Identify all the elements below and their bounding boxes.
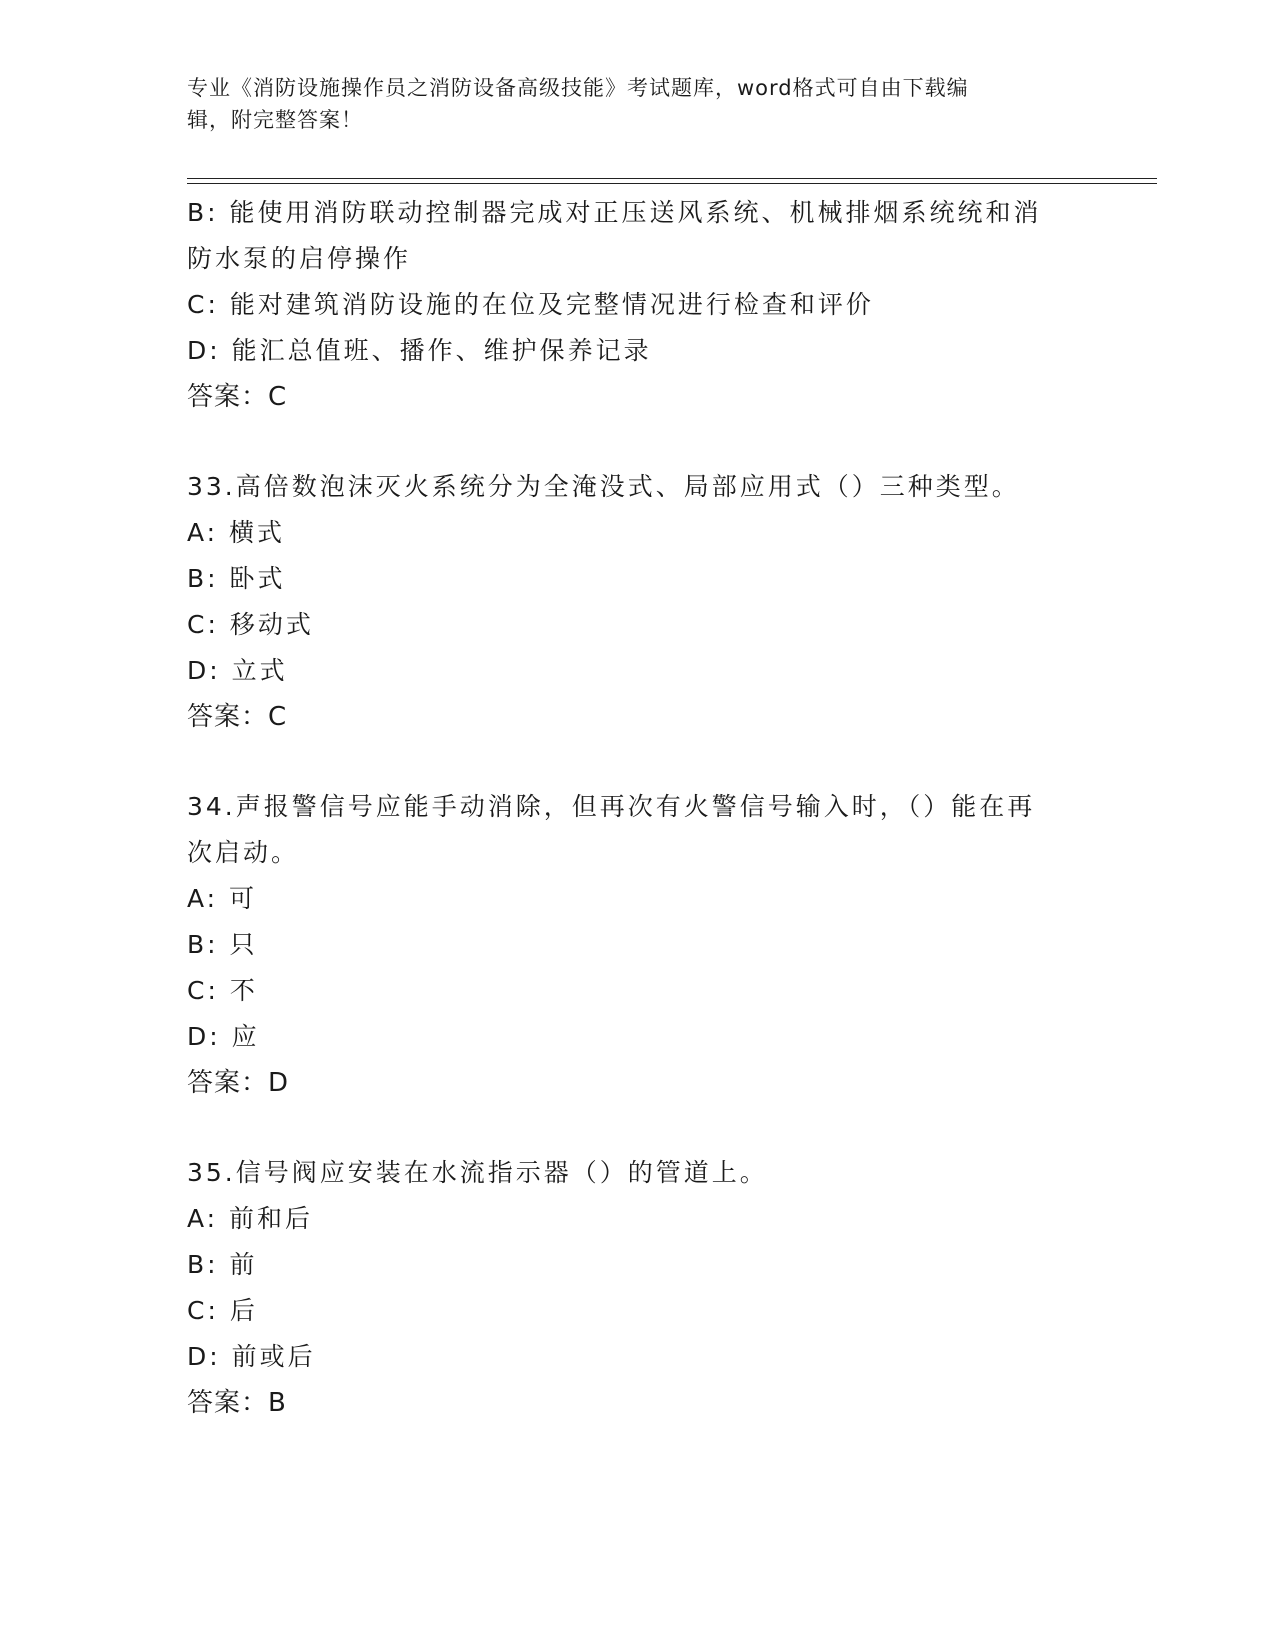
option-d: D: 应	[187, 1022, 260, 1051]
header-line-1: 专业《消防设施操作员之消防设备高级技能》考试题库，word格式可自由下载编	[187, 76, 969, 100]
question-block-35	[187, 1150, 1087, 1426]
option-b: B: 前	[187, 1250, 258, 1279]
answer-line: 答案：C	[187, 382, 288, 412]
option-b-continued: 防水泵的启停操作	[187, 244, 412, 273]
option-c: C: 不	[187, 976, 258, 1005]
option-b: B: 只	[187, 930, 258, 959]
option-a: A: 前和后	[187, 1204, 314, 1233]
option-b: B: 能使用消防联动控制器完成对正压送风系统、机械排烟系统统和消	[187, 198, 1042, 227]
question-text: 33.高倍数泡沫灭火系统分为全淹没式、局部应用式（）三种类型。	[187, 472, 1020, 501]
question-text-continued: 次启动。	[187, 838, 300, 867]
question-text: 34.声报警信号应能手动消除，但再次有火警信号输入时，（）能在再	[187, 792, 1036, 821]
header-line-2: 辑，附完整答案！	[187, 108, 363, 132]
answer-line: 答案：C	[187, 702, 288, 732]
spacer	[187, 1106, 1087, 1150]
header-divider-top	[187, 178, 1157, 179]
question-text: 35.信号阀应安装在水流指示器（）的管道上。	[187, 1158, 768, 1187]
question-block-continued	[187, 190, 1087, 420]
option-d: D: 能汇总值班、播作、维护保养记录	[187, 336, 652, 365]
option-c: C: 能对建筑消防设施的在位及完整情况进行检查和评价	[187, 290, 874, 319]
option-d: D: 立式	[187, 656, 288, 685]
option-c: C: 后	[187, 1296, 258, 1325]
option-c: C: 移动式	[187, 610, 314, 639]
question-block-33	[187, 464, 1087, 740]
answer-line: 答案：D	[187, 1068, 290, 1098]
option-b: B: 卧式	[187, 564, 286, 593]
question-block-34	[187, 784, 1087, 1106]
spacer	[187, 740, 1087, 784]
question-list	[187, 190, 1087, 1426]
header-divider-bottom	[187, 183, 1157, 184]
option-d: D: 前或后	[187, 1342, 316, 1371]
answer-line: 答案：B	[187, 1388, 287, 1418]
document-header	[187, 72, 1067, 136]
option-a: A: 可	[187, 884, 258, 913]
option-a: A: 横式	[187, 518, 286, 547]
spacer	[187, 420, 1087, 464]
